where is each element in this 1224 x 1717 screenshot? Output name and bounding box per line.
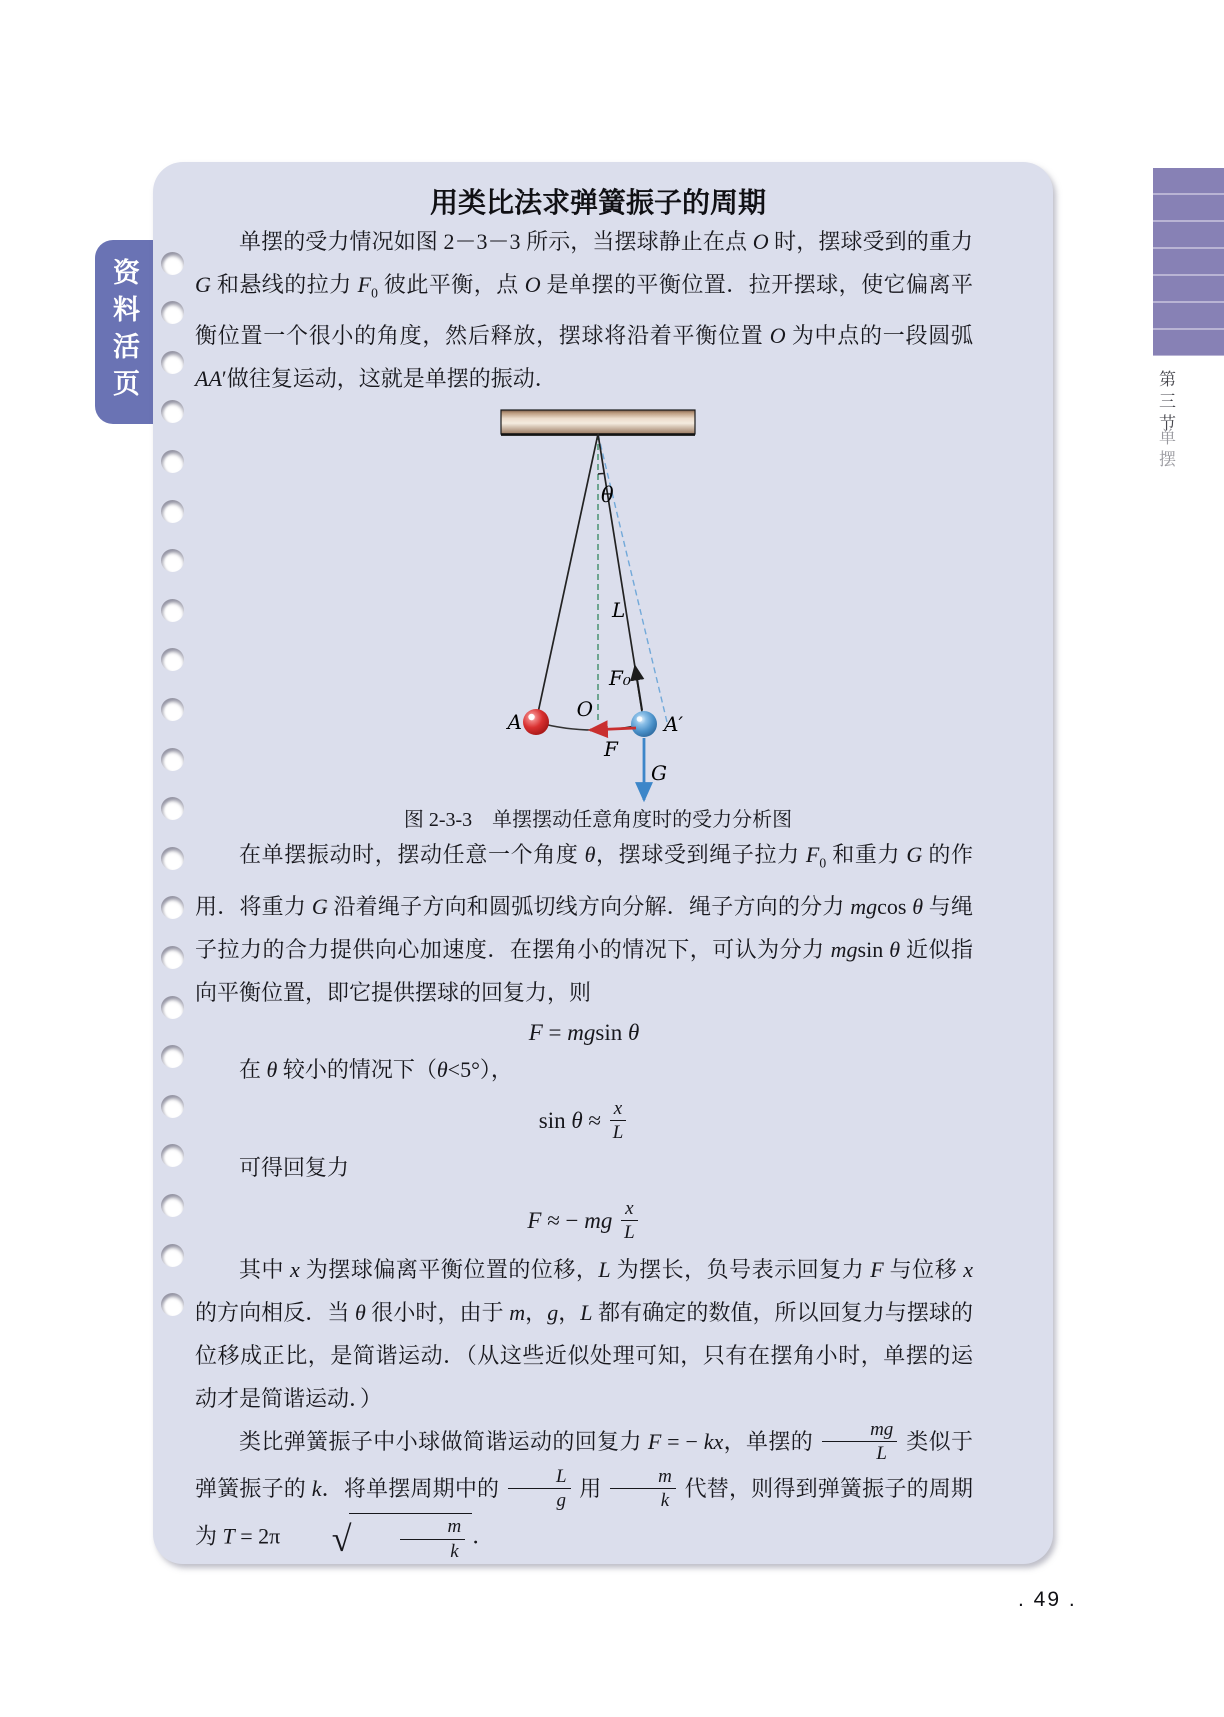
binder-hole	[161, 301, 184, 324]
figure-caption: 图 2-3-3 单摆摆动任意角度时的受力分析图	[403, 809, 793, 832]
formula-sin-approx: sin θ ≈ $\frac{x}{L}$	[195, 1096, 973, 1146]
paragraph-forces: 在单摆振动时，摆动任意一个角度 θ，摆球受到绳子拉力 $F_0$ 和重力 G 的作用．将重力 G 沿着绳子方向和圆弧切线方向分解．绳子方向的分力 mgcos θ 与绳子拉力的合力提供向心加速度．在摆角小的情况下，可认为分力 mgsin θ 近似指向平衡位置，即它提供摆球的回复力，则	[195, 842, 973, 1005]
binder-hole	[161, 351, 184, 374]
chapter-section-label: 第三节	[1156, 370, 1175, 436]
binder-hole	[161, 1095, 184, 1118]
binder-hole	[161, 1144, 184, 1167]
formula-force-approx: F ≈ − mg $\frac{x}{L}$	[195, 1194, 973, 1248]
string-left	[536, 434, 598, 722]
binder-hole	[161, 797, 184, 820]
binder-hole	[161, 896, 184, 919]
point-a-prime-label: A′	[664, 712, 683, 737]
page-number: . 49 .	[1018, 1588, 1077, 1611]
ball-right-blue	[631, 711, 657, 737]
binder-hole	[161, 1293, 184, 1316]
resource-insert-tab	[95, 240, 154, 424]
ceiling-bar	[501, 410, 695, 434]
tension-label: F₀	[609, 666, 631, 691]
angle-label: θ	[601, 483, 614, 508]
binder-hole	[161, 400, 184, 423]
paragraph-analogy: 类比弹簧振子中小球做简谐运动的回复力 F = − kx，单摆的 $\frac{mg}{L}$ 类似于弹簧振子的 k．将单摆周期中的 $\frac{L}{g}$ 用 $\frac{m}{k}$ 代替，则得到弹簧振子的周期为 T = 2π √ $\frac{m}{k}$ ．	[195, 1420, 973, 1564]
line-restoring-intro: 可得回复力	[239, 1154, 350, 1180]
restoring-force-label: F	[604, 737, 618, 762]
binder-hole	[161, 252, 184, 275]
ball-right-highlight	[637, 717, 643, 723]
restoring-force-arrow	[590, 728, 636, 730]
paragraph-intro: 单摆的受力情况如图 2－3－3 所示，当摆球静止在点 O 时，摆球受到的重力 G 和悬线的拉力 $F_0$ 彼此平衡，点 O 是单摆的平衡位置．拉开摆球，使它偏离平衡位置一个很小的角度，然后释放，摆球将沿着平衡位置 O 为中点的一段圆弧 AA′做往复运动，这就是单摆的振动．	[195, 229, 973, 392]
article	[195, 162, 973, 1564]
point-a-label: A	[507, 710, 522, 735]
length-label: L	[612, 598, 626, 623]
line-small-angle: 在 θ 较小的情况下（θ<5°），	[239, 1056, 513, 1082]
pendulum-figure	[438, 404, 758, 809]
binder-hole	[161, 648, 184, 671]
binder-hole	[161, 748, 184, 771]
paragraph-shm: 其中 x 为摆球偏离平衡位置的位移，L 为摆长，负号表示回复力 F 与位移 x 的方向相反．当 θ 很小时，由于 m，g，L 都有确定的数值，所以回复力与摆球的位移成正比，是简谐运动．（从这些近似处理可知，只有在摆角小时，单摆的运动才是简谐运动．）	[195, 1256, 973, 1411]
formula-restoring-force: F = mgsin θ	[528, 1019, 640, 1045]
ball-left-highlight	[528, 714, 534, 720]
binder-hole	[161, 996, 184, 1019]
binder-hole	[161, 450, 184, 473]
angle-arc	[598, 474, 604, 475]
gravity-label: G	[651, 761, 667, 786]
pendulum-diagram	[438, 404, 758, 804]
binder-hole	[161, 599, 184, 622]
article-title: 用类比法求弹簧振子的周期	[429, 187, 766, 218]
chapter-title-label: 单摆	[1156, 428, 1175, 472]
binder-hole	[161, 1244, 184, 1267]
binder-hole	[161, 698, 184, 721]
binder-hole	[161, 500, 184, 523]
binder-hole	[161, 946, 184, 969]
tension-arrow	[635, 666, 642, 710]
chapter-stripes	[1153, 168, 1224, 356]
binder-hole	[161, 1194, 184, 1217]
content-card	[153, 162, 1053, 1564]
binder-hole	[161, 847, 184, 870]
binder-hole	[161, 1045, 184, 1068]
binder-hole	[161, 549, 184, 572]
ball-left-red	[523, 709, 549, 735]
point-o-label: O	[576, 697, 593, 722]
resource-insert-tab-label: 资料活页	[109, 258, 139, 406]
